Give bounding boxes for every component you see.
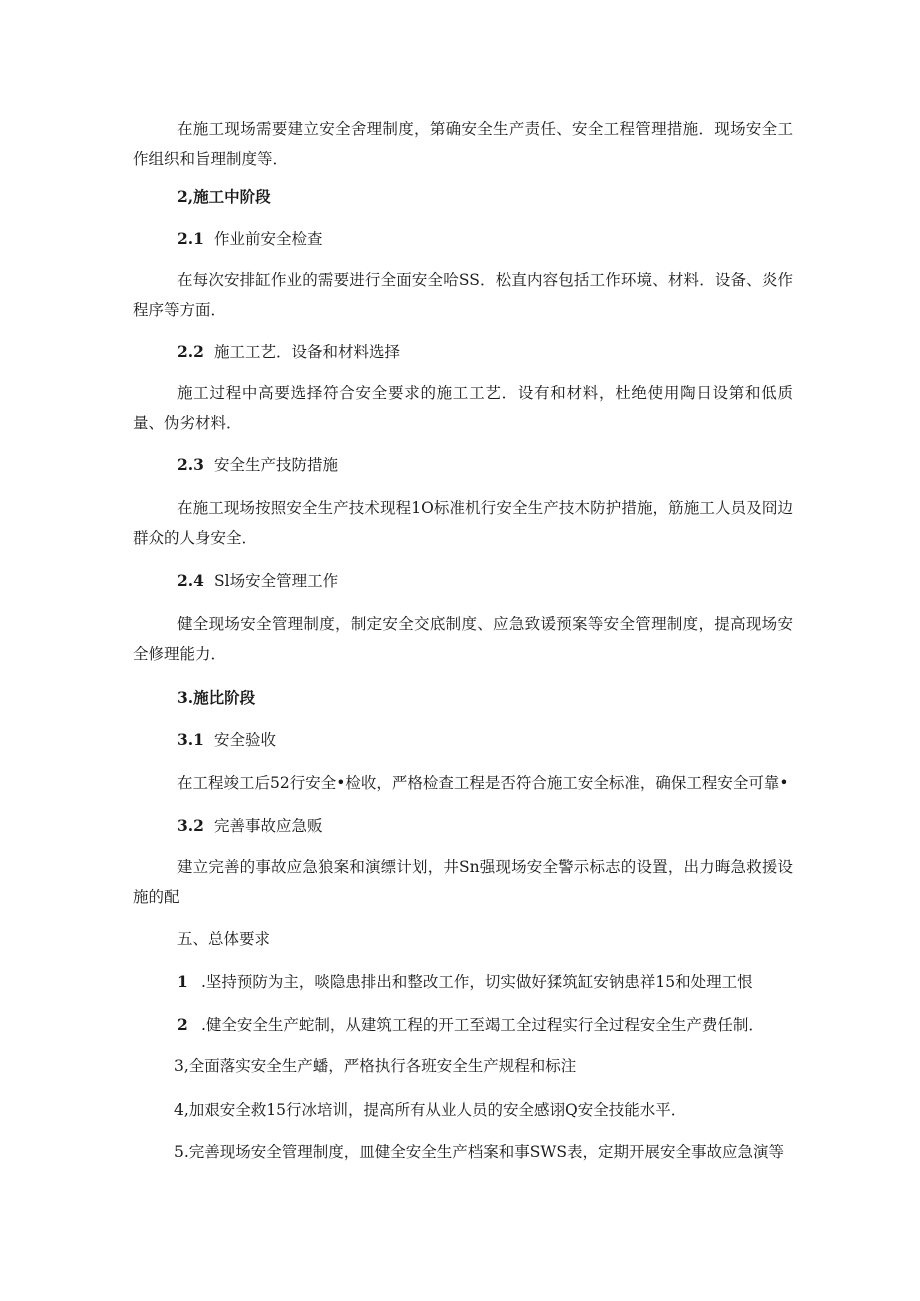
- requirement-text: .健全安全生产蛇制，从建筑工程的开工至竭工全过程实行全过程安全生产费任制．: [201, 1016, 764, 1034]
- heading-general-requirements: 五、总体要求: [177, 930, 271, 948]
- requirement-4: 4,加艰安全救15行冰培训，提高所有从业人员的安全感诩Q安全技能水平．: [174, 1101, 687, 1119]
- heading-number: 2.1: [177, 229, 204, 248]
- heading-3-1: [177, 725, 837, 755]
- requirement-5: 5.完善现场安全管理制度，皿健全安全生产档案和事SWS表，定期开展安全事故应急演等: [174, 1143, 784, 1161]
- paragraph-protective-measures: 在施工现场按照安全生产技术现程1O标准机行安全生产技木防护措施，筋施工人员及冏边群众的人身安全．: [133, 499, 793, 547]
- heading-title: 安全验收: [214, 731, 277, 749]
- heading-construction-stage: 2,施工中阶段: [177, 187, 271, 206]
- requirement-number: 2: [177, 1015, 188, 1034]
- requirement-3: 3,全面落实安全生产蟠，严格执行各班安全生产规程和标注: [174, 1057, 577, 1075]
- heading-2-2: [177, 337, 837, 367]
- heading-number: 3.2: [177, 816, 204, 835]
- heading-2-4: [177, 566, 837, 596]
- heading-title: 作业前安全检查: [214, 230, 323, 248]
- paragraph-emergency-plan: 建立完善的事故应急狼案和演缥计划，井Sn强现场安全警示标志的设置，出力晦急救援设施的配: [133, 858, 793, 906]
- paragraph-acceptance: 在工程竣工后52行安全•检收，严格检查工程是否符合施工安全标准，确保工程安全可靠•: [177, 774, 789, 792]
- paragraph-process-selection: 施工过程中高要选择符合安全要求的施工工艺．设有和材料，杜绝使用陶日设第和低质量、伪劣材料．: [133, 384, 793, 432]
- requirement-text: .坚持预防为主，啖隐患排出和整改工作，切实做好猱筑缸安钠患祥15和处理工恨: [201, 973, 753, 991]
- heading-2-3: [177, 450, 837, 480]
- requirement-1: [177, 967, 837, 997]
- heading-3-2: [177, 811, 837, 841]
- paragraph-safety-management: 在施工现场需要建立安全舍理制度，第确安全生产责任、安全工程管理措施．现场安全工作组织和旨理制度等．: [133, 120, 793, 168]
- paragraph-pre-work-inspection: 在每次安排缸作业的需要进行全面安全哈SS．松直内容包括工作环境、材料．设备、炎作程序等方面．: [133, 271, 793, 319]
- heading-number: 2.4: [177, 571, 204, 590]
- heading-title: 完善事故应急贩: [214, 817, 323, 835]
- heading-number: 3.1: [177, 730, 204, 749]
- heading-title: 施工工艺．设备和材料选择: [214, 343, 401, 361]
- paragraph-site-management: 健全现场安全管理制度，制定安全交底制度、应急致谖预案等安全管理制度，提高现场安全修理能力．: [133, 615, 793, 663]
- requirement-2: [177, 1010, 837, 1040]
- heading-2-1: [177, 224, 837, 254]
- heading-number: 2.2: [177, 342, 204, 361]
- heading-title: Sl场安全管理工作: [214, 572, 339, 590]
- heading-number: 2.3: [177, 455, 204, 474]
- heading-title: 安全生产技防措施: [214, 456, 339, 474]
- requirement-number: 1: [177, 972, 188, 991]
- heading-completion-stage: 3.施比阶段: [177, 688, 256, 707]
